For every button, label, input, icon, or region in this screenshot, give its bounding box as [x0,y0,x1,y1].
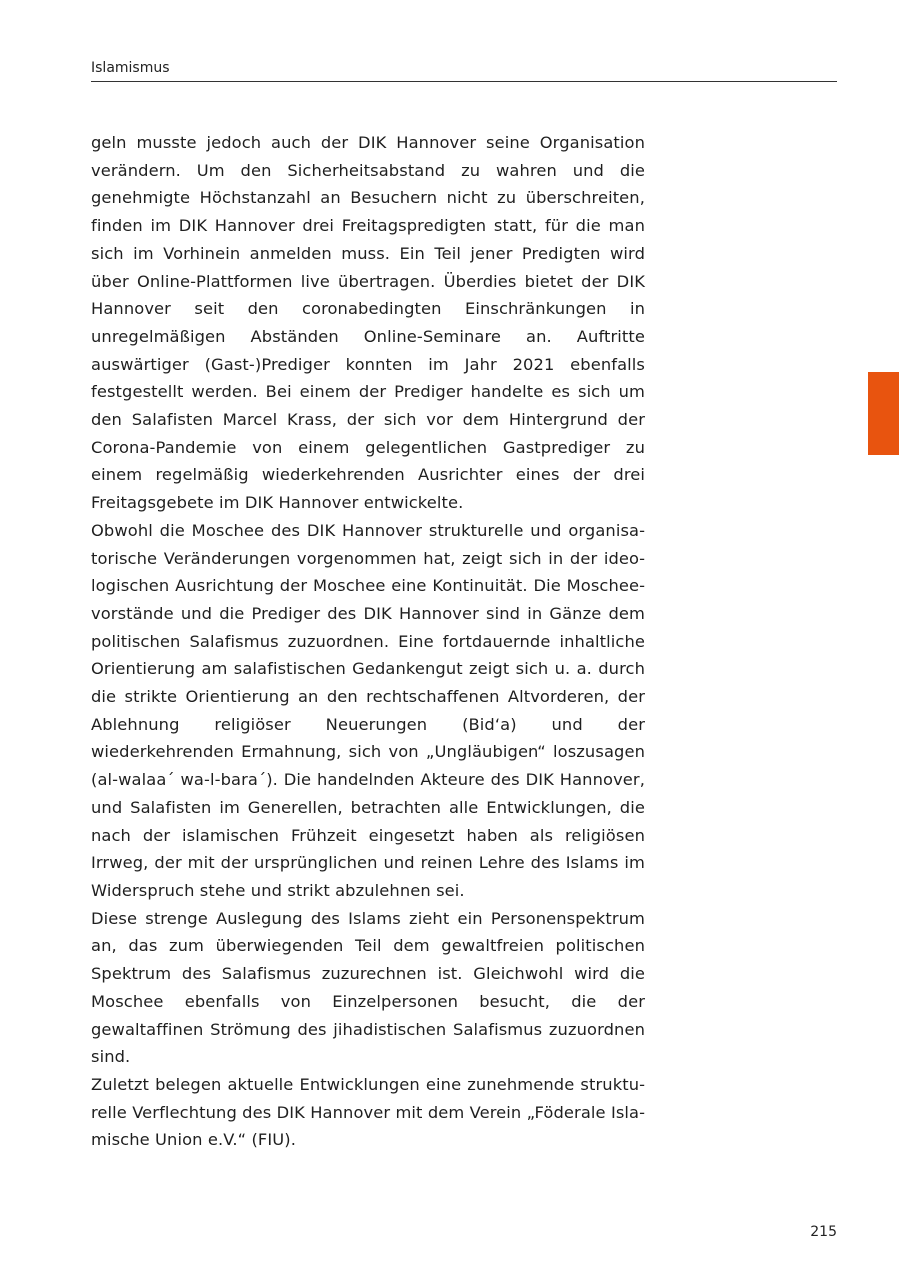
paragraph-4: Zuletzt belegen aktuelle Entwicklungen eine zunehmende strukturelle Verflechtung des DIK Hannover mit dem Verein „Föderale Islamische Union e.V.“ (FIU). [91,1074,645,1150]
chapter-tab-marker [868,372,899,455]
paragraph-2: Obwohl die Moschee des DIK Hannover strukturelle und organisatorische Veränderungen vorgenommen hat, zeigt sich in der ideologischen Ausrichtung der Moschee eine Kontinuität. Die Moscheevorstände und die Prediger des DIK Hannover sind in Gänze dem politischen Salafismus zuzuordnen. Eine fortdauernde inhaltliche Orientierung am salafistischen Gedankengut zeigt sich u. a. durch die strikte Orientierung an den rechtschaffenen Altvorderen, der Ablehnung religiöser Neuerungen (Bid‘a) und der wiederkehrenden Ermahnung, sich von „Ungläubigen“ loszusagen (al-walaa´ wa-l-bara´). Die handelnden Akteure des DIK Hannover, und Salafisten im Generellen, betrachten alle Entwicklungen, die nach der islamischen Frühzeit eingesetzt haben als religiösen Irrweg, der mit der ursprünglichen und reinen Lehre des Islams im Widerspruch stehe und strikt abzulehnen sei. [91,520,645,900]
paragraph-1: geln musste jedoch auch der DIK Hannover seine Organisation verändern. Um den Sicherheitsabstand zu wahren und die genehmigte Höchstanzahl an Besuchern nicht zu überschreiten, finden im DIK Hannover drei Freitagspredigten statt, für die man sich im Vorhinein anmelden muss. Ein Teil jener Predigten wird über Online-Plattformen live übertragen. Überdies bietet der DIK Hannover seit den coronabedingten Einschränkungen in unregelmäßigen Abständen Online-Seminare an. Auftritte auswärtiger (Gast-)Prediger konnten im Jahr 2021 ebenfalls festgestellt werden. Bei einem der Prediger handelte es sich um den Salafisten Marcel Krass, der sich vor dem Hintergrund der Corona-Pandemie von einem gelegentlichen Gastprediger zu einem regelmäßig wiederkehrenden Ausrichter eines der drei Freitagsgebete im DIK Hannover entwickelte. [91,133,645,513]
header-rule [91,81,837,82]
body-text [91,129,645,1154]
paragraph-3: Diese strenge Auslegung des Islams zieht ein Personenspektrum an, das zum überwiegenden Teil dem gewaltfreien politischen Spektrum des Salafismus zuzurechnen ist. Gleichwohl wird die Moschee ebenfalls von Einzelpersonen besucht, die der gewaltaffinen Strömung des jihadistischen Salafismus zuzuordnen sind. [91,908,645,1067]
page-number: 215 [810,1224,837,1240]
running-header-title: Islamismus [91,60,170,76]
